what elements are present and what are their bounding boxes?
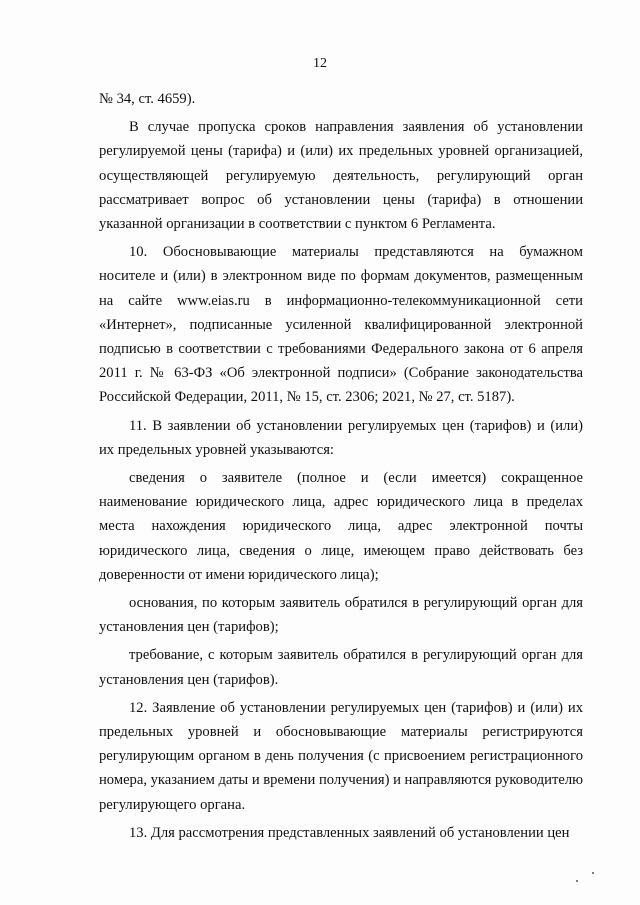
paragraph-11-requirement: требование, с которым заявитель обратился в регулирующий орган для установления цен (тарифов). — [99, 647, 583, 688]
scan-speck — [576, 880, 578, 882]
paragraph-11-applicant-info: сведения о заявителе (полное и (если имеется) сокращенное наименование юридического лица, адрес юридического лица в пределах места нахождения юридического лица, адрес электронной почты юридического лица, сведения о лице, имеющем право действовать без доверенности от имени юридического лица); — [99, 470, 583, 583]
paragraph-10: 10. Обосновывающие материалы представляются на бумажном носителе и (или) в электронном виде по формам документов, размещенным на сайте www.eias.ru в информационно-телекоммуникационной сети «Интернет», подписанные усиленной квалифицированной электронной подписью в соответствии с требованиями Федерального закона от 6 апреля 2011 г. № 63-ФЗ «Об электронной подписи» (Собрание законодательства Российской Федерации, 2011, № 15, ст. 2306; 2021, № 27, ст. 5187). — [99, 244, 583, 406]
paragraph-deadline-miss: В случае пропуска сроков направления заявления об установлении регулируемой цены (тарифа) и (или) их предельных уровней организацией, осуществляющей регулируемую деятельность, регулирующий орган рассматривает вопрос об установлении цены (тарифа) в отношении указанной организации в соответствии с пунктом 6 Регламента. — [99, 119, 583, 233]
paragraph-11-grounds: основания, по которым заявитель обратился в регулирующий орган для установления цен (тарифов); — [99, 595, 583, 636]
paragraph-continuation: № 34, ст. 4659). — [99, 91, 196, 107]
page-number: 12 — [313, 56, 327, 71]
paragraph-12: 12. Заявление об установлении регулируемых цен (тарифов) и (или) их предельных уровней и обосновывающие материалы регистрируются регулирующим органом в день получения (с присвоением регистрационного номера, указанием даты и времени получения) и направляются руководителю регулирующего органа. — [99, 699, 584, 813]
document-body — [99, 87, 583, 845]
paragraph-13: 13. Для рассмотрения представленных заявлений об установлении цен — [129, 824, 570, 841]
paragraph-11: 11. В заявлении об установлении регулируемых цен (тарифов) и (или) их предельных уровней указываются: — [99, 417, 583, 458]
scan-speck — [592, 872, 594, 874]
